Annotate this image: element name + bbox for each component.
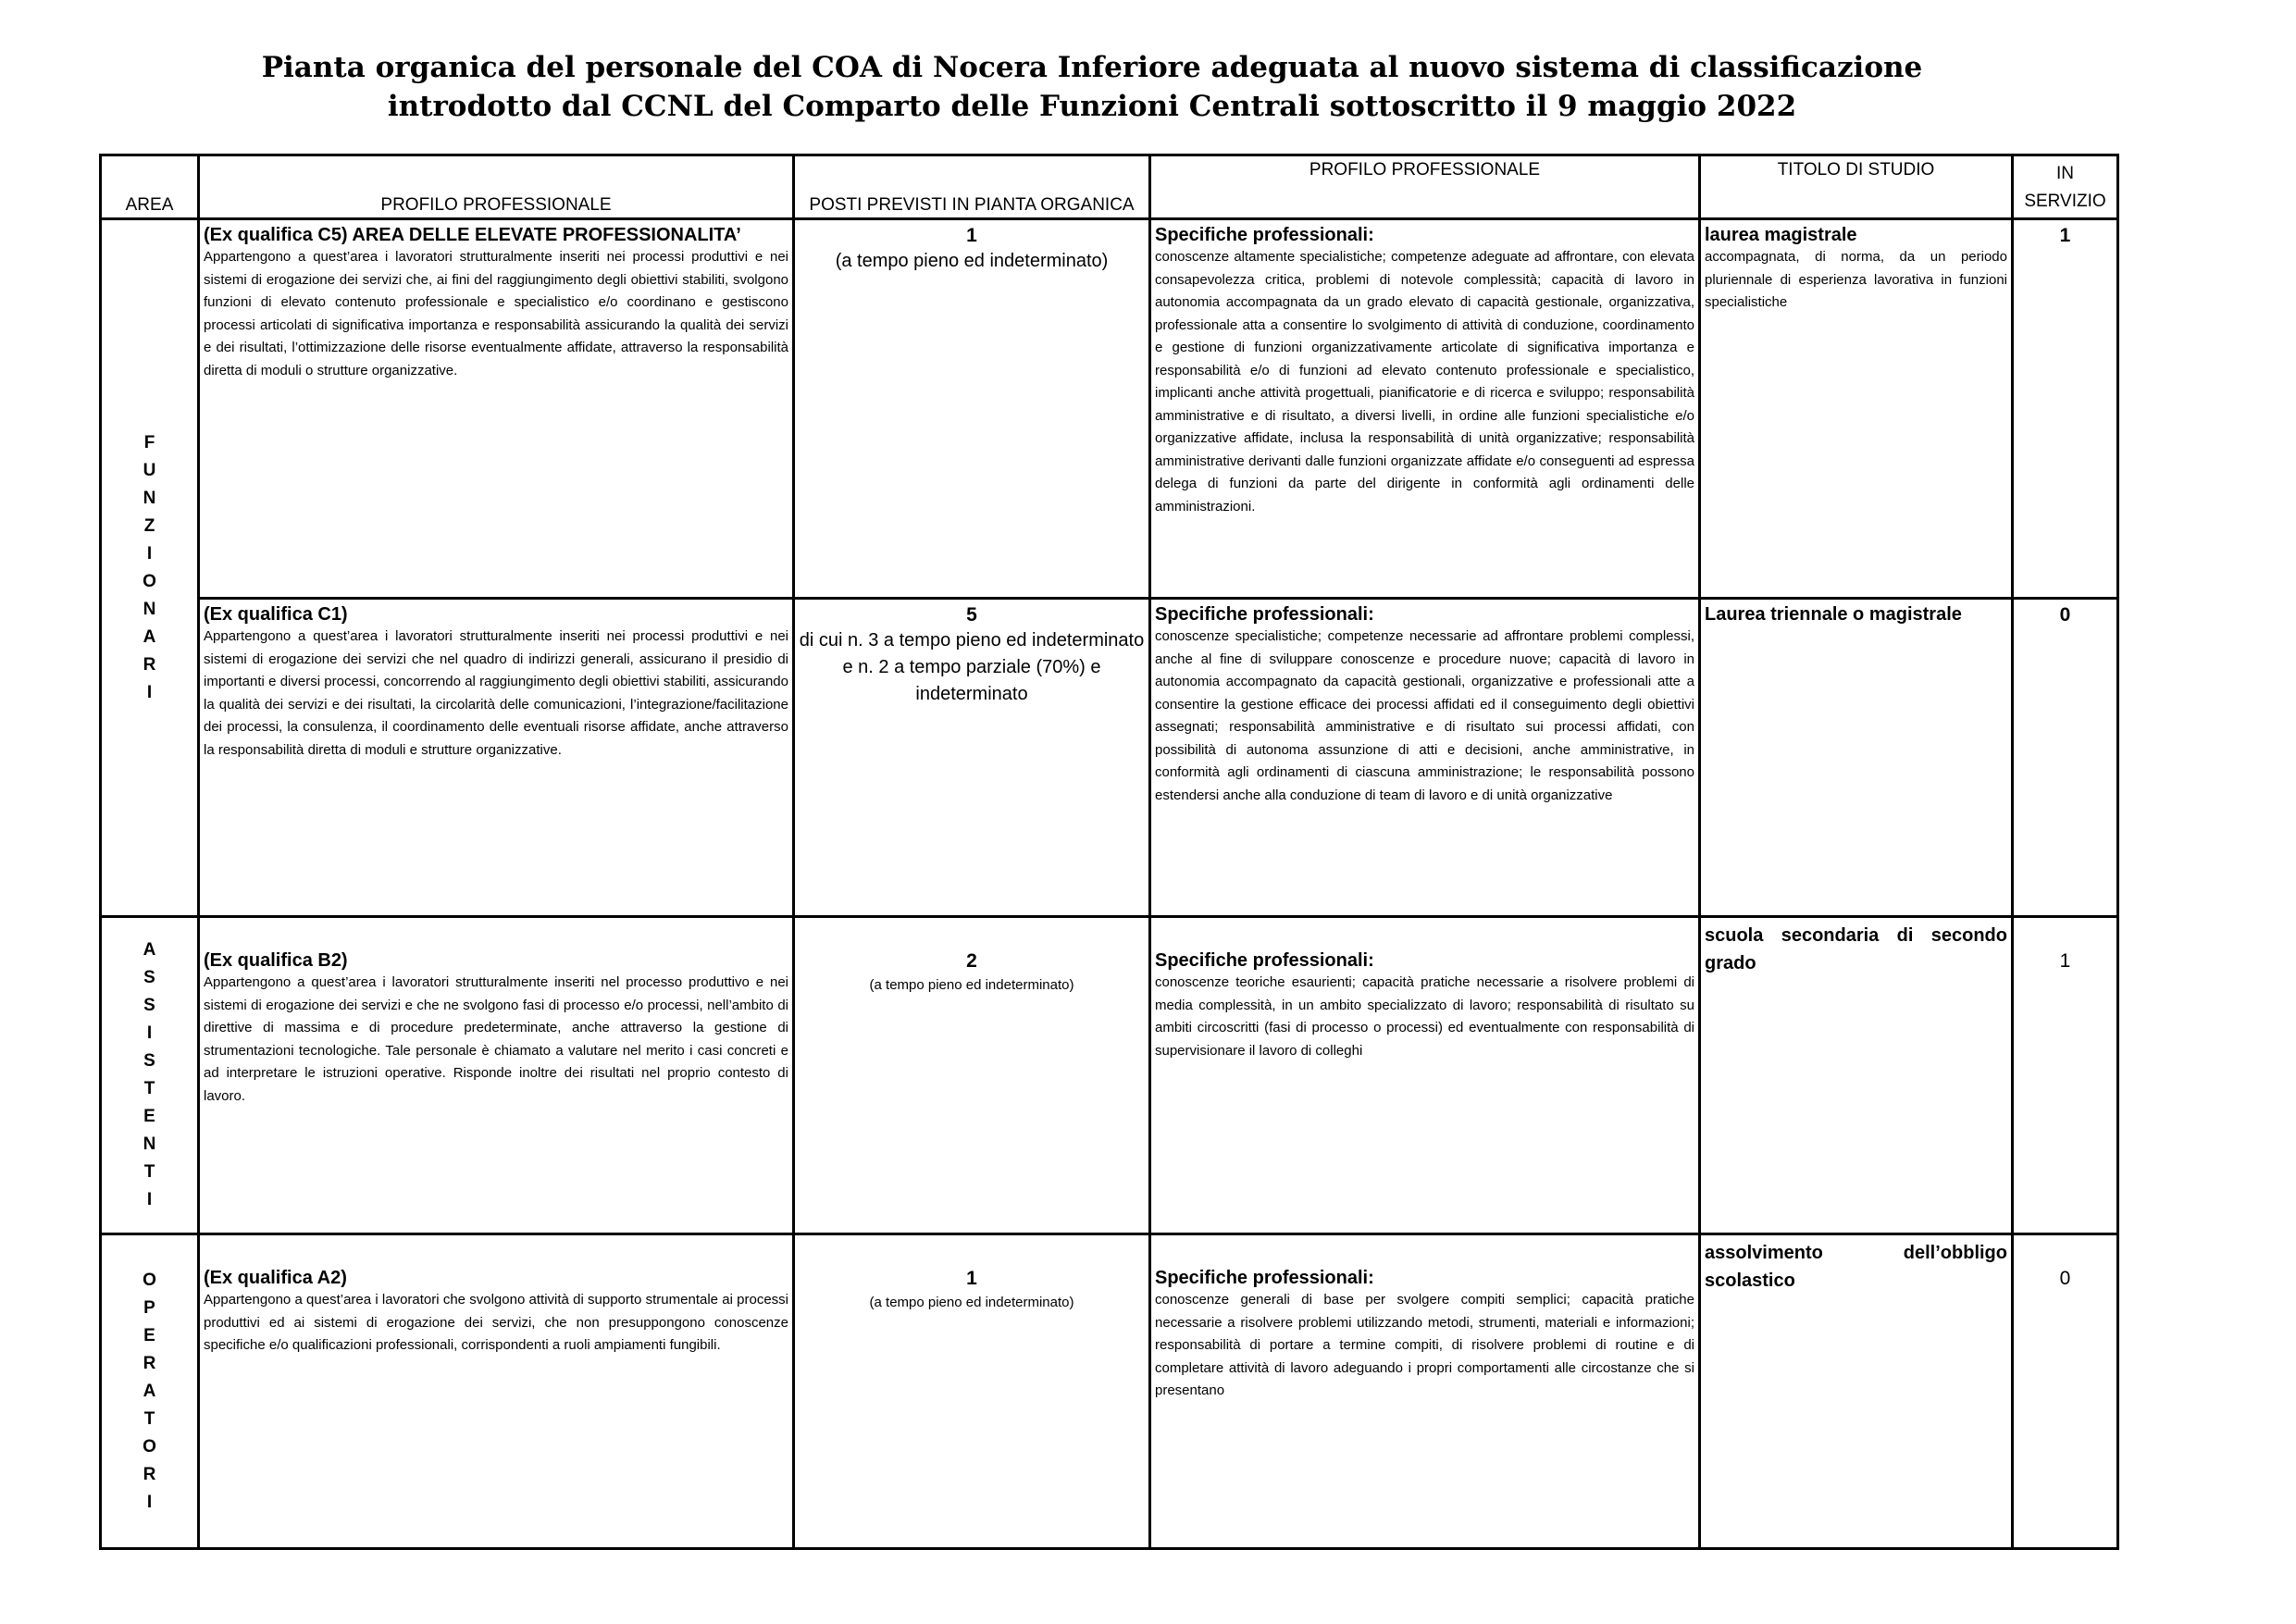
titolo-studio: scuola secondaria di secondo grado xyxy=(1705,925,2007,973)
area-letter: I xyxy=(146,1023,153,1043)
area-letter: O xyxy=(143,571,156,591)
area-letter: R xyxy=(143,1464,156,1484)
profilo-description: Appartengono a quest’area i lavoratori strutturalmente inseriti nei processi produttivi e nei sistemi di erogazione dei servizi che, ai fini del raggiungimento degli obiettivi stabiliti, svolgono funzioni di elevato contenuto professionale e specialistico e/o coordinano e gestiscono processi articolati di significativa importanza e responsabilità assicurando la qualità dei servizi e dei risultati, l’ottimizzazione delle risorse eventualmente affidate, attraverso la responsabilità diretta di moduli o strutture organizzative. xyxy=(204,249,788,378)
titolo-cell xyxy=(1700,917,2013,1234)
profilo-cell xyxy=(199,219,794,599)
in-servizio-cell: 1 xyxy=(2013,917,2118,1234)
area-letter: T xyxy=(143,1079,155,1098)
profilo-title: (Ex qualifica A2) xyxy=(204,1268,347,1288)
in-servizio-cell: 0 xyxy=(2013,1234,2118,1549)
area-letter: I xyxy=(146,1492,153,1512)
posti-number: 1 xyxy=(966,225,977,246)
area-letter: A xyxy=(143,626,156,647)
posti-detail: (a tempo pieno ed indeterminato) xyxy=(869,977,1074,993)
table-row xyxy=(101,917,2118,1234)
area-letter: S xyxy=(143,996,155,1015)
title-line-2: introdotto dal CCNL del Comparto delle Funzioni Centrali sottoscritto il 9 maggio 2022 xyxy=(387,90,1797,123)
posti-number: 5 xyxy=(966,604,977,626)
titolo-studio: assolvimento dell’obbligo scolastico xyxy=(1705,1243,2007,1291)
specifiche-cell xyxy=(1150,219,1700,599)
profilo-cell xyxy=(199,1234,794,1549)
area-letter: Z xyxy=(143,515,155,536)
header-titolo: TITOLO DI STUDIO xyxy=(1700,155,2013,219)
area-letter: N xyxy=(143,599,156,619)
specifiche-text: conoscenze generali di base per svolgere compiti semplici; capacità pratiche necessarie a risolvere problemi utilizzando metodi, strumenti, materiali e informazioni; responsabilità di portare a termine compiti, di risolvere problemi di routine e di completare attività di lavoro adeguando i propri comportamenti alle circostanze che si presentano xyxy=(1155,1292,1694,1398)
titolo-cell xyxy=(1700,599,2013,917)
profilo-description: Appartengono a quest’area i lavoratori che svolgono attività di supporto strumentale ai processi produttivi ed ai sistemi di erogazione dei servizi, che non presuppongono conoscenze specifiche e/o qualificazioni professionali, corrispondenti a ruoli ampiamenti fungibili. xyxy=(204,1292,788,1353)
area-letter: A xyxy=(143,940,156,960)
titolo-studio: laurea magistrale xyxy=(1705,225,1857,245)
posti-detail: (a tempo pieno ed indeterminato) xyxy=(835,251,1109,271)
titolo-cell xyxy=(1700,219,2013,599)
profilo-title: (Ex qualifica C5) AREA DELLE ELEVATE PROFESSIONALITA’ xyxy=(204,225,741,245)
profilo-description: Appartengono a quest’area i lavoratori strutturalmente inseriti nel processo produttivo e nei sistemi di erogazione dei servizi e che ne svolgono fasi di processo e/o processi, nell’ambito di direttive di massima e di procedure predeterminate, anche attraverso la gestione di strumentazioni tecnologiche. Tale personale è chiamato a valutare nel merito i casi concreti e ad interpretare le istruzioni operative. Risponde inoltre dei risultati nel proprio contesto di lavoro. xyxy=(204,974,788,1104)
specifiche-text: conoscenze specialistiche; competenze necessarie ad affrontare problemi complessi, anche al fine di sviluppare conoscenze e procedure nuove; capacità di lavoro in autonomia accompagnato da capacità gestionali, organizzative e professionali atte a consentire la gestione efficace dei processi affidati ed il conseguimento degli obiettivi assegnati; responsabilità amministrative e di risultato sui processi affidati, con possibilità di autonoma assunzione di atti e decisioni, anche amministrative, in conformità agli ordinamenti di ciascuna amministrazione; le responsabilità possono estendersi anche alla conduzione di team di lavoro e di unità organizzative xyxy=(1155,628,1694,803)
profilo-cell xyxy=(199,917,794,1234)
area-letter: N xyxy=(143,488,156,508)
header-servizio-line-2: SERVIZIO xyxy=(2024,192,2106,211)
area-letter: T xyxy=(143,1408,155,1429)
titolo-cell xyxy=(1700,1234,2013,1549)
specifiche-text: conoscenze altamente specialistiche; competenze adeguate ad affrontare, con elevata consapevolezza critica, problemi di notevole complessità; capacità di lavoro in autonomia accompagnata da un grado elevato di capacità gestionale, organizzativa, professionale atta a consentire lo svolgimento di attività di conduzione, coordinamento e gestione di funzioni organizzativamente articolate di significativa importanza e responsabilità e/o di funzioni ad elevato contenuto professionale e specialistico, implicanti anche attività progettuali, pianificatorie e di ricerca e sviluppo; responsabilità amministrative e di risultato, a diversi livelli, in ordine alle funzioni specialistiche e/o organizzative affidate, inclusa la responsabilità di unità organizzative; responsabilità amministrative derivanti dalle funzioni organizzate affidate e/o conseguenti ad espressa delega di funzioni da parte del dirigente in conformità agli ordinamenti delle amministrazioni. xyxy=(1155,249,1694,514)
specifiche-title: Specifiche professionali: xyxy=(1155,225,1374,245)
area-letter: R xyxy=(143,654,156,675)
specifiche-cell xyxy=(1150,599,1700,917)
area-letter: T xyxy=(143,1162,155,1182)
header-servizio xyxy=(2013,155,2118,219)
specifiche-cell xyxy=(1150,917,1700,1234)
specifiche-cell xyxy=(1150,1234,1700,1549)
specifiche-title: Specifiche professionali: xyxy=(1155,950,1374,971)
posti-number: 1 xyxy=(966,1268,977,1289)
area-letter: A xyxy=(143,1381,156,1401)
titolo-note: accompagnata, di norma, da un periodo pluriennale di esperienza lavorativa in funzioni specialistiche xyxy=(1705,249,2007,310)
posti-detail: di cui n. 3 a tempo pieno ed indeterminato e n. 2 a tempo parziale (70%) e indeterminato xyxy=(799,630,1145,704)
pianta-organica-table xyxy=(99,154,2119,1550)
header-row xyxy=(101,155,2118,219)
area-letter: E xyxy=(143,1325,155,1345)
title-line-1: Pianta organica del personale del COA di Nocera Inferiore adeguata al nuovo sistema di classificazione xyxy=(261,51,1923,84)
area-letter: R xyxy=(143,1353,156,1373)
area-operatori xyxy=(101,1234,199,1549)
area-letter: P xyxy=(143,1297,155,1318)
area-letter: S xyxy=(143,968,155,987)
area-assistenti xyxy=(101,917,199,1234)
profilo-title: (Ex qualifica B2) xyxy=(204,950,348,971)
specifiche-title: Specifiche professionali: xyxy=(1155,604,1374,625)
posti-cell xyxy=(794,917,1150,1234)
profilo-title: (Ex qualifica C1) xyxy=(204,604,348,625)
header-posti: POSTI PREVISTI IN PIANTA ORGANICA xyxy=(794,155,1150,219)
header-servizio-line-1: IN xyxy=(2056,164,2074,183)
specifiche-title: Specifiche professionali: xyxy=(1155,1268,1374,1288)
area-funzionari xyxy=(101,219,199,917)
profilo-description: Appartengono a quest’area i lavoratori strutturalmente inseriti nei processi produttivi e nei sistemi di erogazione dei servizi che nel quadro di indirizzi generali, assicurano il presidio di importanti e diversi processi, concorrendo al raggiungimento degli obiettivi stabiliti, assicurando la qualità dei servizi e dei risultati, la circolarità delle comunicazioni, l’integrazione/facilitazione dei processi, la consulenza, il coordinamento delle eventuali risorse affidate, anche attraverso la responsabilità diretta di moduli e strutture organizzative. xyxy=(204,628,788,758)
specifiche-text: conoscenze teoriche esaurienti; capacità pratiche necessarie a risolvere problemi di media complessità, in un ambito specializzato di lavoro; responsabilità di risultato su ambiti circoscritti (fasi di processo o processi) ed eventualmente con responsabilità di supervisionare il lavoro di colleghi xyxy=(1155,974,1694,1059)
document-title xyxy=(0,48,2184,126)
profilo-cell xyxy=(199,599,794,917)
area-letter: I xyxy=(146,1190,153,1209)
header-profilo: PROFILO PROFESSIONALE xyxy=(199,155,794,219)
header-profilo-2: PROFILO PROFESSIONALE xyxy=(1150,155,1700,219)
posti-cell xyxy=(794,599,1150,917)
area-letter: O xyxy=(143,1436,156,1457)
area-letter: I xyxy=(146,543,153,564)
posti-cell xyxy=(794,219,1150,599)
table-row xyxy=(101,1234,2118,1549)
posti-number: 2 xyxy=(966,950,977,972)
posti-detail: (a tempo pieno ed indeterminato) xyxy=(869,1295,1074,1310)
in-servizio-cell: 1 xyxy=(2013,219,2118,599)
area-letter: I xyxy=(146,682,153,702)
table-row xyxy=(101,219,2118,599)
area-letter: S xyxy=(143,1051,155,1071)
header-area: AREA xyxy=(101,155,199,219)
table-row xyxy=(101,599,2118,917)
posti-cell xyxy=(794,1234,1150,1549)
area-letter: O xyxy=(143,1270,156,1290)
area-letter: N xyxy=(143,1134,156,1154)
area-letter: F xyxy=(143,432,155,452)
area-letter: E xyxy=(143,1107,155,1126)
titolo-studio: Laurea triennale o magistrale xyxy=(1705,604,1962,625)
in-servizio-cell: 0 xyxy=(2013,599,2118,917)
area-letter: U xyxy=(143,460,156,480)
